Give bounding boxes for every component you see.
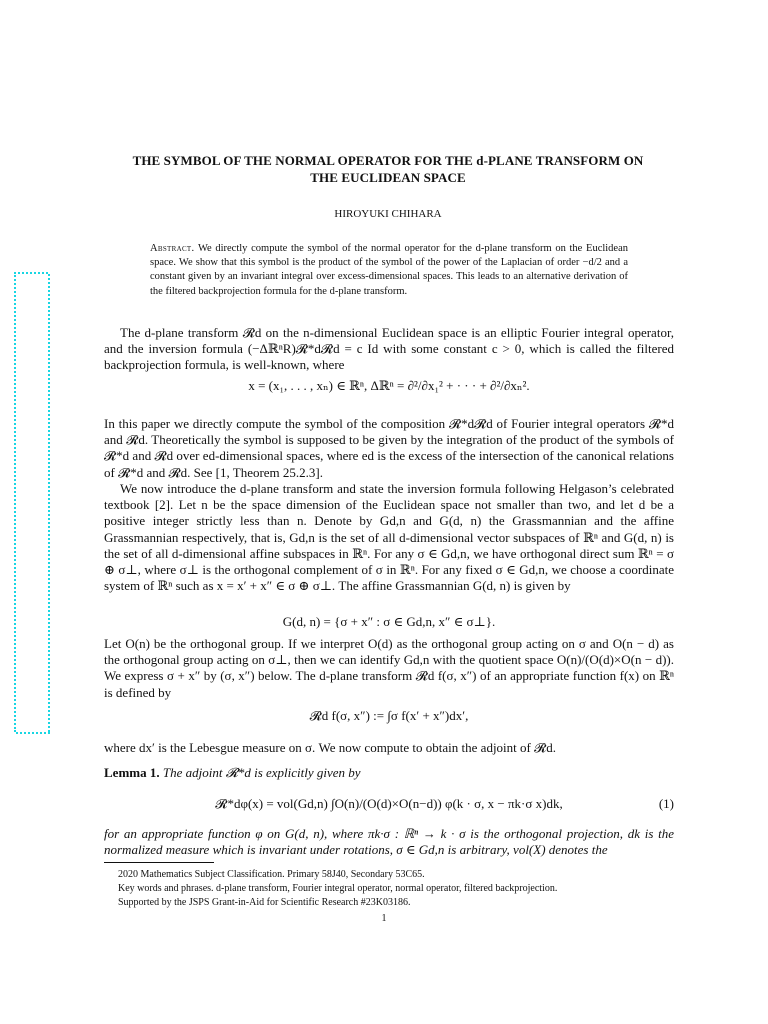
equation-grassmannian: G(d, n) = {σ + x″ : σ ∈ Gd,n, x″ ∈ σ⊥}.	[282, 614, 496, 629]
author-name: HIROYUKI CHIHARA	[334, 208, 442, 220]
paper-title	[100, 152, 676, 186]
paragraph-orthogonal: Let O(n) be the orthogonal group. If we interpret O(d) as the orthogonal group acting on σ and O(n − d) as the orthogonal group acting on σ⊥, then we can identify Gd,n with the quotient space O(n)/(O(d)×O(n − d)). We express σ + x″ by (σ, x″) below. The d-plane transform 𝓡d f(σ, x″) of an appropriate function f(x) on ℝⁿ is defined by	[104, 636, 674, 700]
abstract	[150, 242, 628, 299]
lemma-statement	[104, 765, 674, 781]
lemma-label: Lemma 1.	[104, 765, 160, 780]
equation-laplacian: x = (x₁, . . . , xₙ) ∈ ℝⁿ, Δℝⁿ = ∂²/∂x₁² + · · · + ∂²/∂xₙ².	[248, 378, 530, 393]
footnote-msc: 2020 Mathematics Subject Classification. Primary 58J40, Secondary 53C65.	[118, 869, 425, 880]
abstract-text: We directly compute the symbol of the normal operator for the d-plane transform on the Euclidean space. We show that this symbol is the product of the symbol of the power of the Laplacian of order −d/2 and a constant given by an invariant integral over excess-dimensional spaces. This leads to an alternative derivation of the filtered backprojection formula for the d-plane transform.	[150, 243, 629, 297]
equation-transform: 𝓡d f(σ, x″) := ∫σ f(x′ + x″)dx′,	[309, 708, 469, 723]
paragraph-symbol: In this paper we directly compute the symbol of the composition 𝓡*d𝓡d of Fourier integral operators 𝓡*d and 𝓡d. Theoretically the symbol is supposed to be given by the integration of the product of the symbols of 𝓡*d and 𝓡d over ed-dimensional spaces, where ed is the excess of the intersection of the canonical relations of 𝓡*d and 𝓡d. See [1, Theorem 25.2.3].	[104, 416, 674, 480]
equation-adjoint-body: 𝓡*dφ(x) = vol(Gd,n) ∫O(n)/(O(d)×O(n−d)) φ(k · σ, x − πk·σ x)dk,	[215, 796, 563, 811]
paragraph-intro: The d-plane transform 𝓡d on the n-dimensional Euclidean space is an elliptic Fourier integral operator, and the inversion formula (−ΔℝⁿR)𝓡*d𝓡d = c Id with some constant c > 0, which is called the filtered backprojection formula, is well-known, where	[104, 325, 674, 373]
lemma-text: The adjoint 𝓡*d is explicitly given by	[162, 765, 361, 780]
footnote-grant: Supported by the JSPS Grant-in-Aid for Scientific Research #23K03186.	[118, 897, 411, 908]
selection-marquee	[14, 272, 48, 732]
title-line-1: THE SYMBOL OF THE NORMAL OPERATOR FOR THE d-PLANE TRANSFORM ON	[132, 153, 644, 168]
equation-adjoint	[104, 796, 674, 812]
equation-number: (1)	[658, 796, 674, 811]
footnote-rule	[104, 862, 214, 863]
page-number: 1	[381, 913, 387, 924]
title-line-2: THE EUCLIDEAN SPACE	[310, 170, 466, 185]
abstract-label: Abstract.	[150, 243, 195, 254]
paragraph-adjoint: where dx′ is the Lebesgue measure on σ. We now compute to obtain the adjoint of 𝓡d.	[104, 740, 556, 755]
footnote-keywords: Key words and phrases. d-plane transform, Fourier integral operator, normal operator, filtered backprojection.	[118, 883, 558, 894]
lemma-continuation: for an appropriate function φ on G(d, n), where πk·σ : ℝⁿ → k · σ is the orthogonal projection, dk is the normalized measure which is invariant under rotations, σ ∈ Gd,n is arbitrary, vol(X) denotes the	[104, 826, 674, 858]
paragraph-d-plane: We now introduce the d-plane transform and state the inversion formula following Helgason’s celebrated textbook [2]. Let n be the space dimension of the Euclidean space not smaller than two, and let d be a positive integer strictly less than n. Denote by Gd,n and G(d, n) the Grassmannian and the affine Grassmannian respectively, that is, Gd,n is the set of all d-dimensional vector subspaces of ℝⁿ and G(d, n) is the set of all d-dimensional affine subspaces in ℝⁿ. For any σ ∈ Gd,n, we have orthogonal direct sum ℝⁿ = σ ⊕ σ⊥, where σ⊥ is the orthogonal complement of σ in ℝⁿ. For any fixed σ ∈ Gd,n, we choose a coordinate system of ℝⁿ such as x = x′ + x″ ∈ σ ⊕ σ⊥. The affine Grassmannian G(d, n) is given by	[104, 481, 674, 594]
